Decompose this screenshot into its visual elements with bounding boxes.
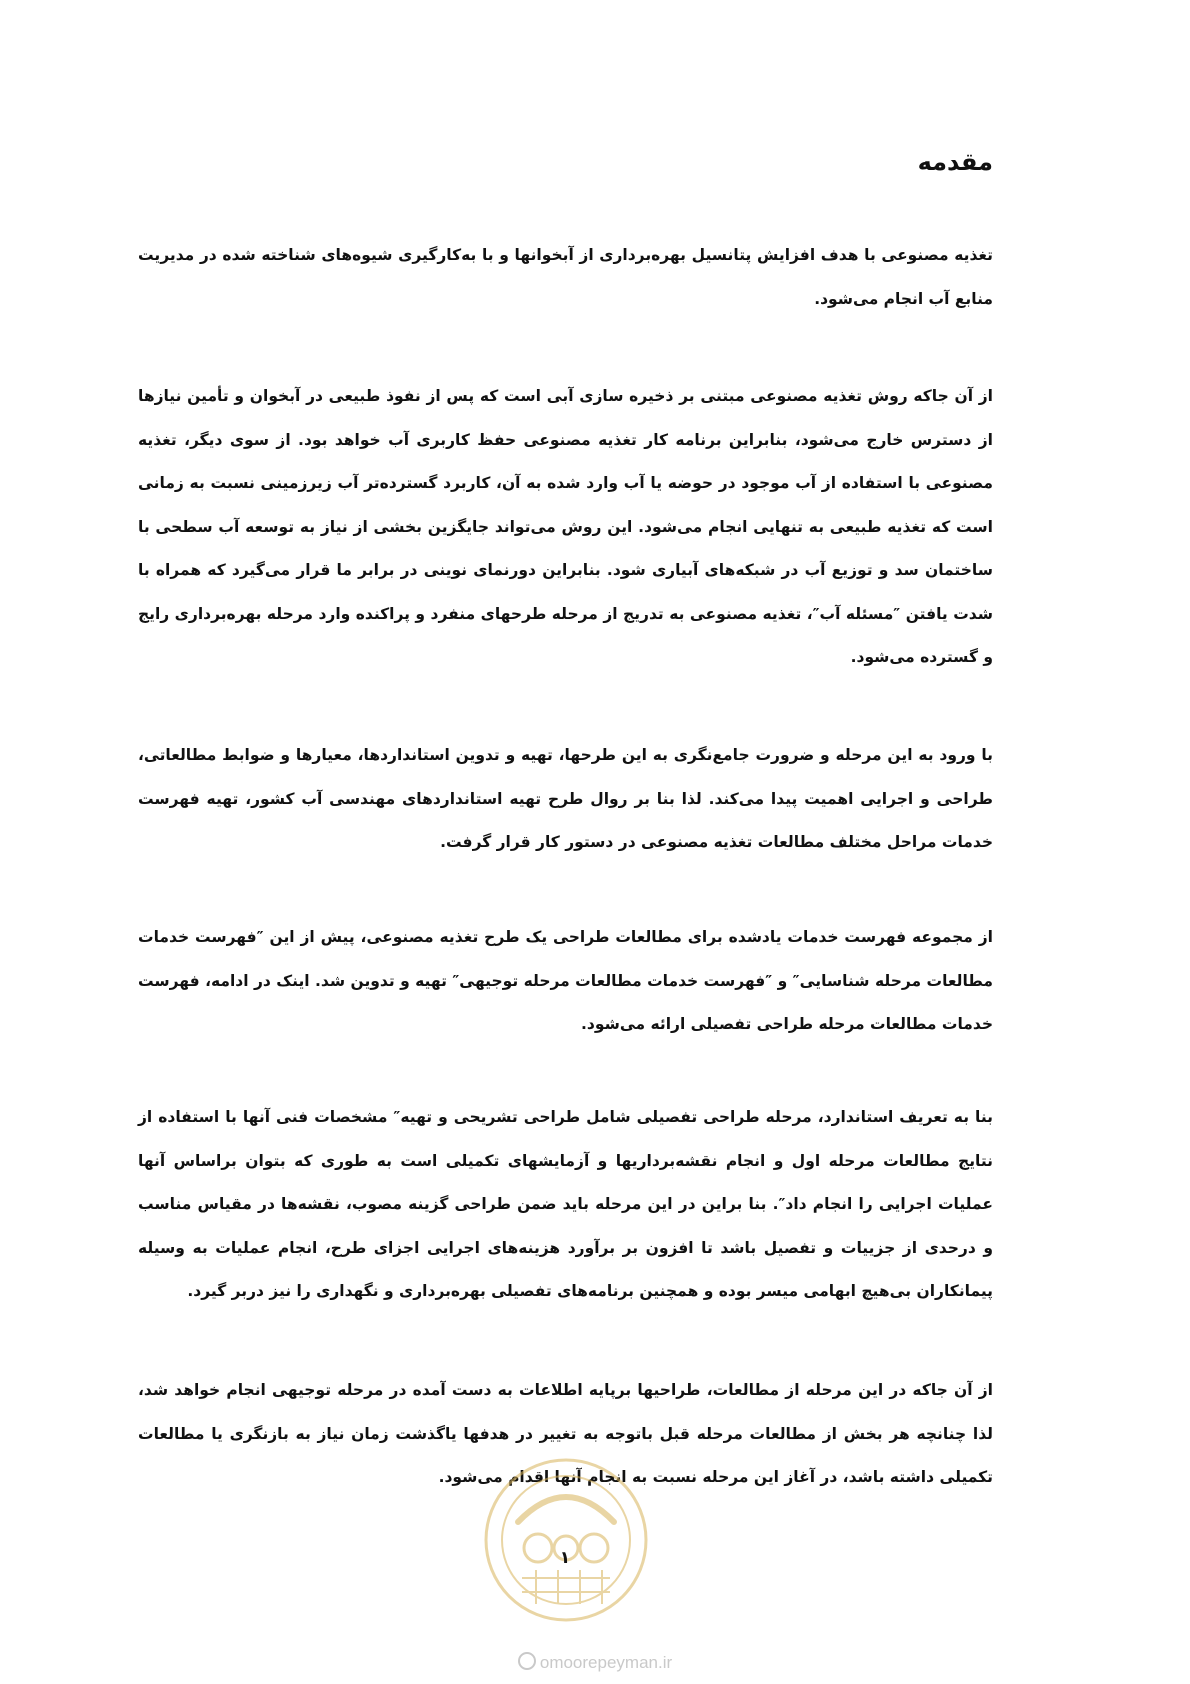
website-text: omoorepeyman.ir [539,1653,673,1672]
paragraph-4: از مجموعه فهرست خدمات یادشده برای مطالعات طراحی یک طرح تغذیه مصنوعی، پیش از این ″فهرست خدمات مطالعات مرحله شناسایی″ و ″فهرست خدمات مطالعات مرحله توجیهی″ تهیه و تدوین شد. اینک در ادامه، فهرست خدمات مطالعات مرحله طراحی تفصیلی ارائه می‌شود. [138,928,993,1033]
paragraph-6: از آن جاکه در این مرحله از مطالعات، طراحیها برپایه اطلاعات به دست آمده در مرحله توجیهی انجام خواهد شد، لذا چنانچه هر بخش از مطالعات مرحله قبل باتوجه به تغییر در هدفها یاگذشت زمان نیاز به بازنگری یا مطالعات تکمیلی داشته باشد، در آغاز این مرحله نسبت به انجام آنها اقدام می‌شود. [138,1381,993,1486]
website-watermark [0,1652,1190,1673]
paragraph-3: با ورود به این مرحله و ضرورت جامع‌نگری به این طرحها، تهیه و تدوین استانداردها، معیارها و ضوابط مطالعاتی، طراحی و اجرایی اهمیت پیدا می‌کند. لذا بنا بر روال طرح تهیه استانداردهای مهندسی آب کشور، تهیه فهرست خدمات مراحل مختلف مطالعات تغذیه مصنوعی در دستور کار قرار گرفت. [138,746,993,851]
page-number: ۱ [559,1548,571,1568]
globe-icon [518,1652,536,1670]
document-page [138,0,993,1684]
paragraph-5: بنا به تعریف استاندارد، مرحله طراحی تفصیلی شامل طراحی تشریحی و تهیه″ مشخصات فنی آنها با استفاده از نتایج مطالعات مرحله اول و انجام نقشه‌برداریها و آزمایشهای تکمیلی است به طوری که بتوان براساس آنها عملیات اجرایی را انجام داد″. بنا براین در این مرحله باید ضمن طراحی گزینه مصوب، نقشه‌ها در مقیاس مناسب و درحدی از جزییات و تفصیل باشد تا افزون بر برآورد هزینه‌های اجرایی اجزای طرح، انجام عملیات به وسیله پیمانکاران بی‌هیچ ابهامی میسر بوده و همچنین برنامه‌های تفصیلی بهره‌برداری و نگهداری را نیز دربر گیرد. [138,1108,993,1300]
paragraph-2: از آن جاکه روش تغذیه مصنوعی مبتنی بر ذخیره سازی آبی است که پس از نفوذ طبیعی در آبخوان و تأمین نیازها از دسترس خارج می‌شود، بنابراین برنامه کار تغذیه مصنوعی حفظ کاربری آب خواهد بود. از سوی دیگر، تغذیه مصنوعی با استفاده از آب موجود در حوضه یا آب وارد شده به آن، کاربرد گسترده‌تر آب زیرزمینی نسبت به زمانی است که تغذیه طبیعی به تنهایی انجام می‌شود. این روش می‌تواند جایگزین بخشی از نیاز به توسعه آب سطحی با ساختمان سد و توزیع آب در شبکه‌های آبیاری شود. بنابراین دورنمای نوینی در برابر ما قرار می‌گیرد که همراه با شدت یافتن ″مسئله آب″، تغذیه مصنوعی به تدریج از مرحله طرحهای منفرد و پراکنده وارد مرحله بهره‌برداری رایج و گسترده می‌شود. [138,387,993,666]
paragraph-1: تغذیه مصنوعی با هدف افزایش پتانسیل بهره‌برداری از آبخوانها و با به‌کارگیری شیوه‌های شناخته شده در مدیریت منابع آب انجام می‌شود. [138,246,993,308]
section-heading: مقدمه [917,148,993,176]
seal-emblem-icon [478,1452,654,1628]
